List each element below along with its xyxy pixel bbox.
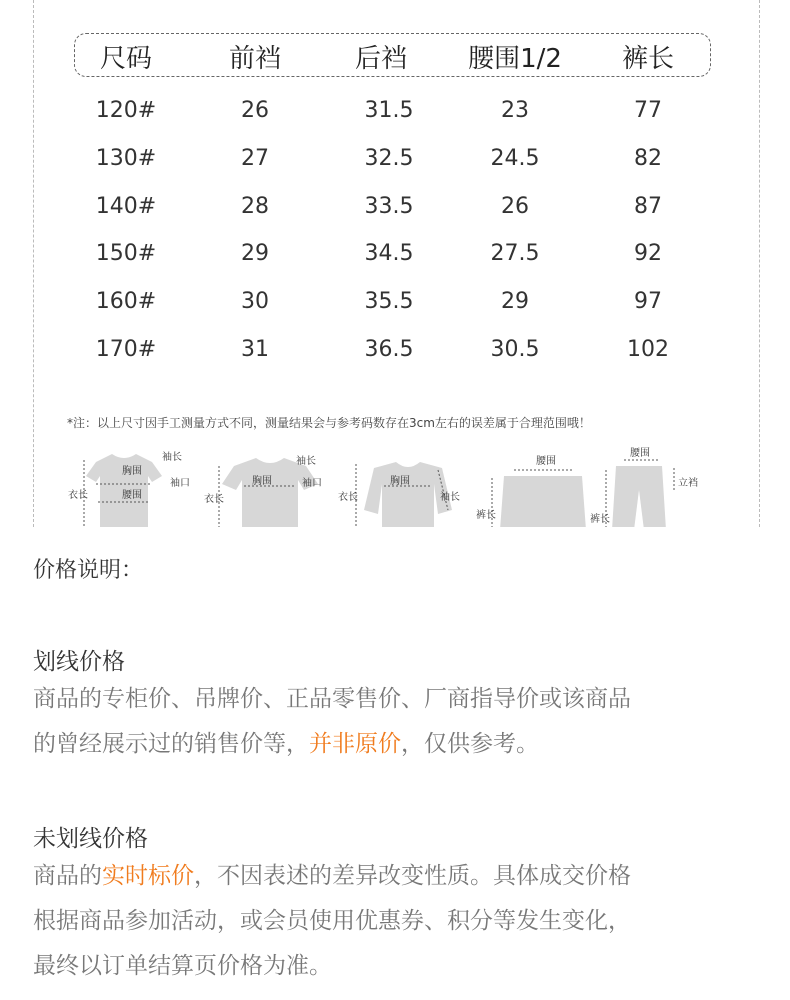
table-cell: 33.5 xyxy=(364,194,414,219)
table-cell: 102 xyxy=(627,337,669,362)
table-cell: 27 xyxy=(241,146,269,171)
table-cell: 82 xyxy=(634,146,662,171)
crossed-line-2-pre: 的曾经展示过的销售价等， xyxy=(33,731,309,757)
header-half-waist: 腰围1/2 xyxy=(468,44,562,74)
uncrossed-line-1 xyxy=(33,854,753,899)
uncrossed-price-description xyxy=(33,854,753,989)
table-cell: 97 xyxy=(634,289,662,314)
table-cell: 36.5 xyxy=(364,337,414,362)
crossed-line-2-post: ，仅供参考。 xyxy=(401,731,539,757)
table-cell: 120# xyxy=(95,98,157,123)
tee-chest-label: 胸围 xyxy=(122,466,142,477)
header-size: 尺码 xyxy=(99,44,152,74)
tee-length-label: 衣长 xyxy=(68,490,88,501)
table-cell: 34.5 xyxy=(364,241,414,266)
table-cell: 26 xyxy=(501,194,529,219)
header-front-rise: 前裆 xyxy=(228,44,281,74)
table-cell: 23 xyxy=(501,98,529,123)
tee-cuff-label: 袖口 xyxy=(170,478,190,489)
tee-sleeve-label: 袖长 xyxy=(162,452,182,463)
price-info-title: 价格说明： xyxy=(33,558,144,583)
measurement-diagrams xyxy=(34,440,760,527)
table-cell: 160# xyxy=(95,289,157,314)
shorts-length-label: 裤长 xyxy=(476,510,496,521)
table-cell: 170# xyxy=(95,337,157,362)
table-cell: 30 xyxy=(241,289,269,314)
tshirt-length-label: 衣长 xyxy=(204,494,224,505)
crossed-line-2 xyxy=(33,722,753,767)
crossed-price-heading: 划线价格 xyxy=(33,649,125,675)
tee-waist-label: 腰围 xyxy=(122,490,142,501)
table-cell: 32.5 xyxy=(364,146,414,171)
table-cell: 31 xyxy=(241,337,269,362)
table-cell: 77 xyxy=(634,98,662,123)
table-cell: 30.5 xyxy=(490,337,540,362)
tshirt-sleeve-label: 袖长 xyxy=(296,456,316,467)
table-cell: 35.5 xyxy=(364,289,414,314)
uncrossed-line-2: 根据商品参加活动，或会员使用优惠券、积分等发生变化， xyxy=(33,908,631,934)
header-pants-length: 裤长 xyxy=(621,44,674,74)
table-cell: 29 xyxy=(501,289,529,314)
table-cell: 28 xyxy=(241,194,269,219)
measurement-note: *注：以上尺寸因手工测量方式不同，测量结果会与参考码数存在3cm左右的误差属于合理范围哦！ xyxy=(67,416,591,430)
table-cell: 150# xyxy=(95,241,157,266)
shorts-diagram xyxy=(500,476,586,527)
uncrossed-line-3: 最终以订单结算页价格为准。 xyxy=(33,953,332,979)
sweater-length-label: 衣长 xyxy=(338,492,358,503)
tshirt-chest-label: 胸围 xyxy=(252,476,272,487)
crossed-line-1: 商品的专柜价、吊牌价、正品零售价、厂商指导价或该商品 xyxy=(33,686,631,712)
table-cell: 26 xyxy=(241,98,269,123)
uncrossed-price-heading: 未划线价格 xyxy=(33,826,148,852)
uncrossed-line-1-pre: 商品的 xyxy=(33,863,102,889)
pants-length-label: 裤长 xyxy=(590,514,610,525)
not-original-price-highlight: 并非原价 xyxy=(309,731,401,757)
table-cell: 27.5 xyxy=(490,241,540,266)
uncrossed-line-1-post: ，不因表述的差异改变性质。具体成交价格 xyxy=(194,863,631,889)
table-cell: 140# xyxy=(95,194,157,219)
table-cell: 130# xyxy=(95,146,157,171)
table-cell: 24.5 xyxy=(490,146,540,171)
table-cell: 29 xyxy=(241,241,269,266)
sweater-sleeve-label: 袖长 xyxy=(440,492,460,503)
header-back-rise: 后裆 xyxy=(354,44,407,74)
sweater-chest-label: 胸围 xyxy=(390,476,410,487)
table-cell: 87 xyxy=(634,194,662,219)
pants-waist-label: 腰围 xyxy=(630,448,650,459)
tshirt-cuff-label: 袖口 xyxy=(302,478,322,489)
pants-diagram xyxy=(612,466,666,527)
realtime-price-highlight: 实时标价 xyxy=(102,863,194,889)
table-cell: 31.5 xyxy=(364,98,414,123)
pants-rise-label: 立裆 xyxy=(678,478,698,489)
tshirt-diagram xyxy=(222,458,318,527)
size-chart-card xyxy=(33,0,760,527)
crossed-price-description xyxy=(33,677,753,767)
shorts-waist-label: 腰围 xyxy=(536,456,556,467)
table-cell: 92 xyxy=(634,241,662,266)
